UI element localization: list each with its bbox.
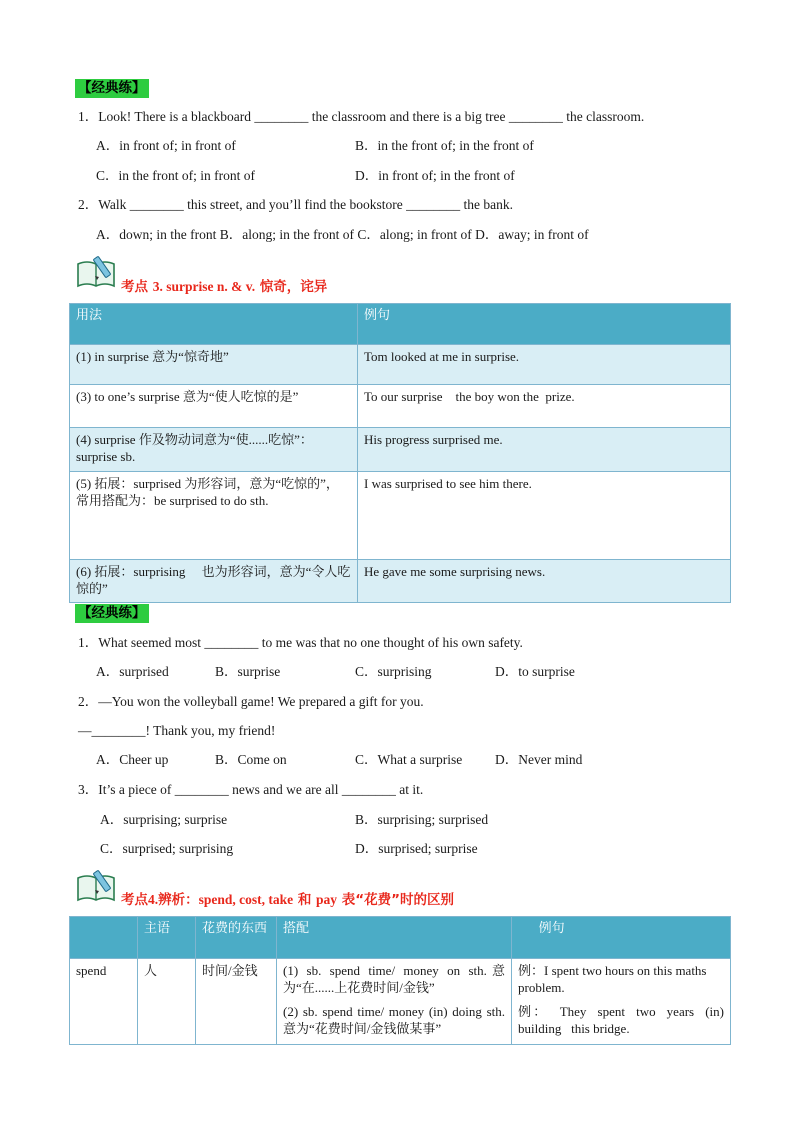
usage-table [69, 303, 731, 603]
heading-word-pay: pay [316, 892, 338, 907]
option-d: D．Never mind [495, 752, 583, 767]
header-usage: 用法 [70, 304, 358, 345]
example-2: 例： They spent two years (in) building this bridge. [518, 1004, 728, 1036]
table-row [70, 959, 731, 1045]
collocation-2: (2) sb. spend time/ money (in) doing sth.意为“花费时间/金钱做某事” [283, 1004, 505, 1036]
usage-cell: (6) 拓展：surprising 也为形容词，意为“令人吃惊的” [70, 560, 358, 603]
table-row [70, 428, 731, 472]
verb-cell: spend [70, 959, 138, 1045]
heading-label: 考点 [121, 892, 148, 908]
collocation-cell [277, 959, 512, 1045]
example-cell: Tom looked at me in surprise. [358, 345, 731, 385]
table-row [70, 472, 731, 560]
usage-cell: (3) to one’s surprise 意为“使人吃惊的是” [70, 385, 358, 428]
table-row [70, 560, 731, 603]
option-a: A．in front of; in front of [96, 138, 236, 153]
option-c: C．surprising [355, 664, 432, 679]
option-b: B．surprising; surprised [355, 812, 489, 827]
usage-cell: (5) 拓展：surprised 为形容词，意为“吃惊的”，常用搭配为：be surprised to do sth. [70, 472, 358, 560]
example-cell: He gave me some surprising news. [358, 560, 731, 603]
option-d: D．to surprise [495, 664, 575, 679]
option-b: B．surprise [215, 664, 281, 679]
heading-and: 和 [297, 892, 312, 908]
example-cell [512, 959, 731, 1045]
practice-tag: 【经典练】 [75, 604, 149, 623]
option-d: D．in front of; in the front of [355, 168, 515, 183]
example-cell: I was surprised to see him there. [358, 472, 731, 560]
question-1: 1．Look! There is a blackboard ________ the classroom and there is a big tree ________ the classroom. [78, 109, 645, 124]
practice-tag: 【经典练】 [75, 79, 149, 98]
header-blank [70, 917, 138, 959]
question-2: 2．—You won the volleyball game! We prepared a gift for you. [78, 694, 424, 709]
option-c: C．surprised; surprising [100, 841, 234, 856]
question-3: 3．It’s a piece of ________ news and we are all ________ at it. [78, 782, 424, 797]
option-a: A．surprised [96, 664, 169, 679]
heading-number: 4. [148, 892, 159, 907]
header-collocation: 搭配 [277, 917, 512, 959]
table-header-row [70, 304, 731, 345]
heading-suffix: 表“花费”时的区别 [341, 892, 455, 908]
section-heading-3 [121, 278, 327, 296]
header-subject: 主语 [138, 917, 196, 959]
option-a: A．Cheer up [96, 752, 169, 767]
collocation-1: (1) sb. spend time/ money on sth.意为“在......上花费时间/金钱” [283, 963, 505, 995]
heading-label: 考点 [121, 279, 148, 295]
question-2: 2．Walk ________ this street, and you’ll find the bookstore ________ the bank. [78, 197, 513, 212]
usage-cell: (1) in surprise 意为“惊奇地” [70, 345, 358, 385]
option-c: C．in the front of; in front of [96, 168, 255, 183]
example-1: 例：I spent two hours on this maths problem. [518, 963, 707, 995]
book-pencil-icon [75, 868, 117, 904]
table-header-row [70, 917, 731, 959]
table-row [70, 385, 731, 428]
option-b: B．Come on [215, 752, 287, 767]
example-cell: His progress surprised me. [358, 428, 731, 472]
heading-topic: 3. surprise n. & v. [152, 279, 256, 294]
header-example: 例句 [358, 304, 731, 345]
heading-words: spend, cost, take [198, 892, 294, 907]
usage-cell: (4) surprise 作及物动词意为“使......吃惊”：surprise sb. [70, 428, 358, 472]
subject-cell: 人 [138, 959, 196, 1045]
option-c: C．What a surprise [355, 752, 463, 767]
question-2-options: A．down; in the front B．along; in the front of C．along; in front of D．away; in front of [96, 227, 589, 242]
header-cost-item: 花费的东西 [196, 917, 277, 959]
table-row [70, 345, 731, 385]
question-2-reply: —________! Thank you, my friend! [78, 723, 276, 738]
cost-item-cell: 时间/金钱 [196, 959, 277, 1045]
question-1: 1．What seemed most ________ to me was that no one thought of his own safety. [78, 635, 523, 650]
heading-meaning: 惊奇，诧异 [259, 279, 328, 295]
book-pencil-icon [75, 254, 117, 290]
option-b: B．in the front of; in the front of [355, 138, 534, 153]
header-example: 例句 [512, 917, 731, 959]
spend-cost-table [69, 916, 731, 1045]
heading-prefix: 辨析： [158, 892, 199, 908]
section-heading-4 [121, 891, 454, 909]
example-cell: To our surprise the boy won the prize. [358, 385, 731, 428]
option-d: D．surprised; surprise [355, 841, 478, 856]
option-a: A．surprising; surprise [100, 812, 228, 827]
